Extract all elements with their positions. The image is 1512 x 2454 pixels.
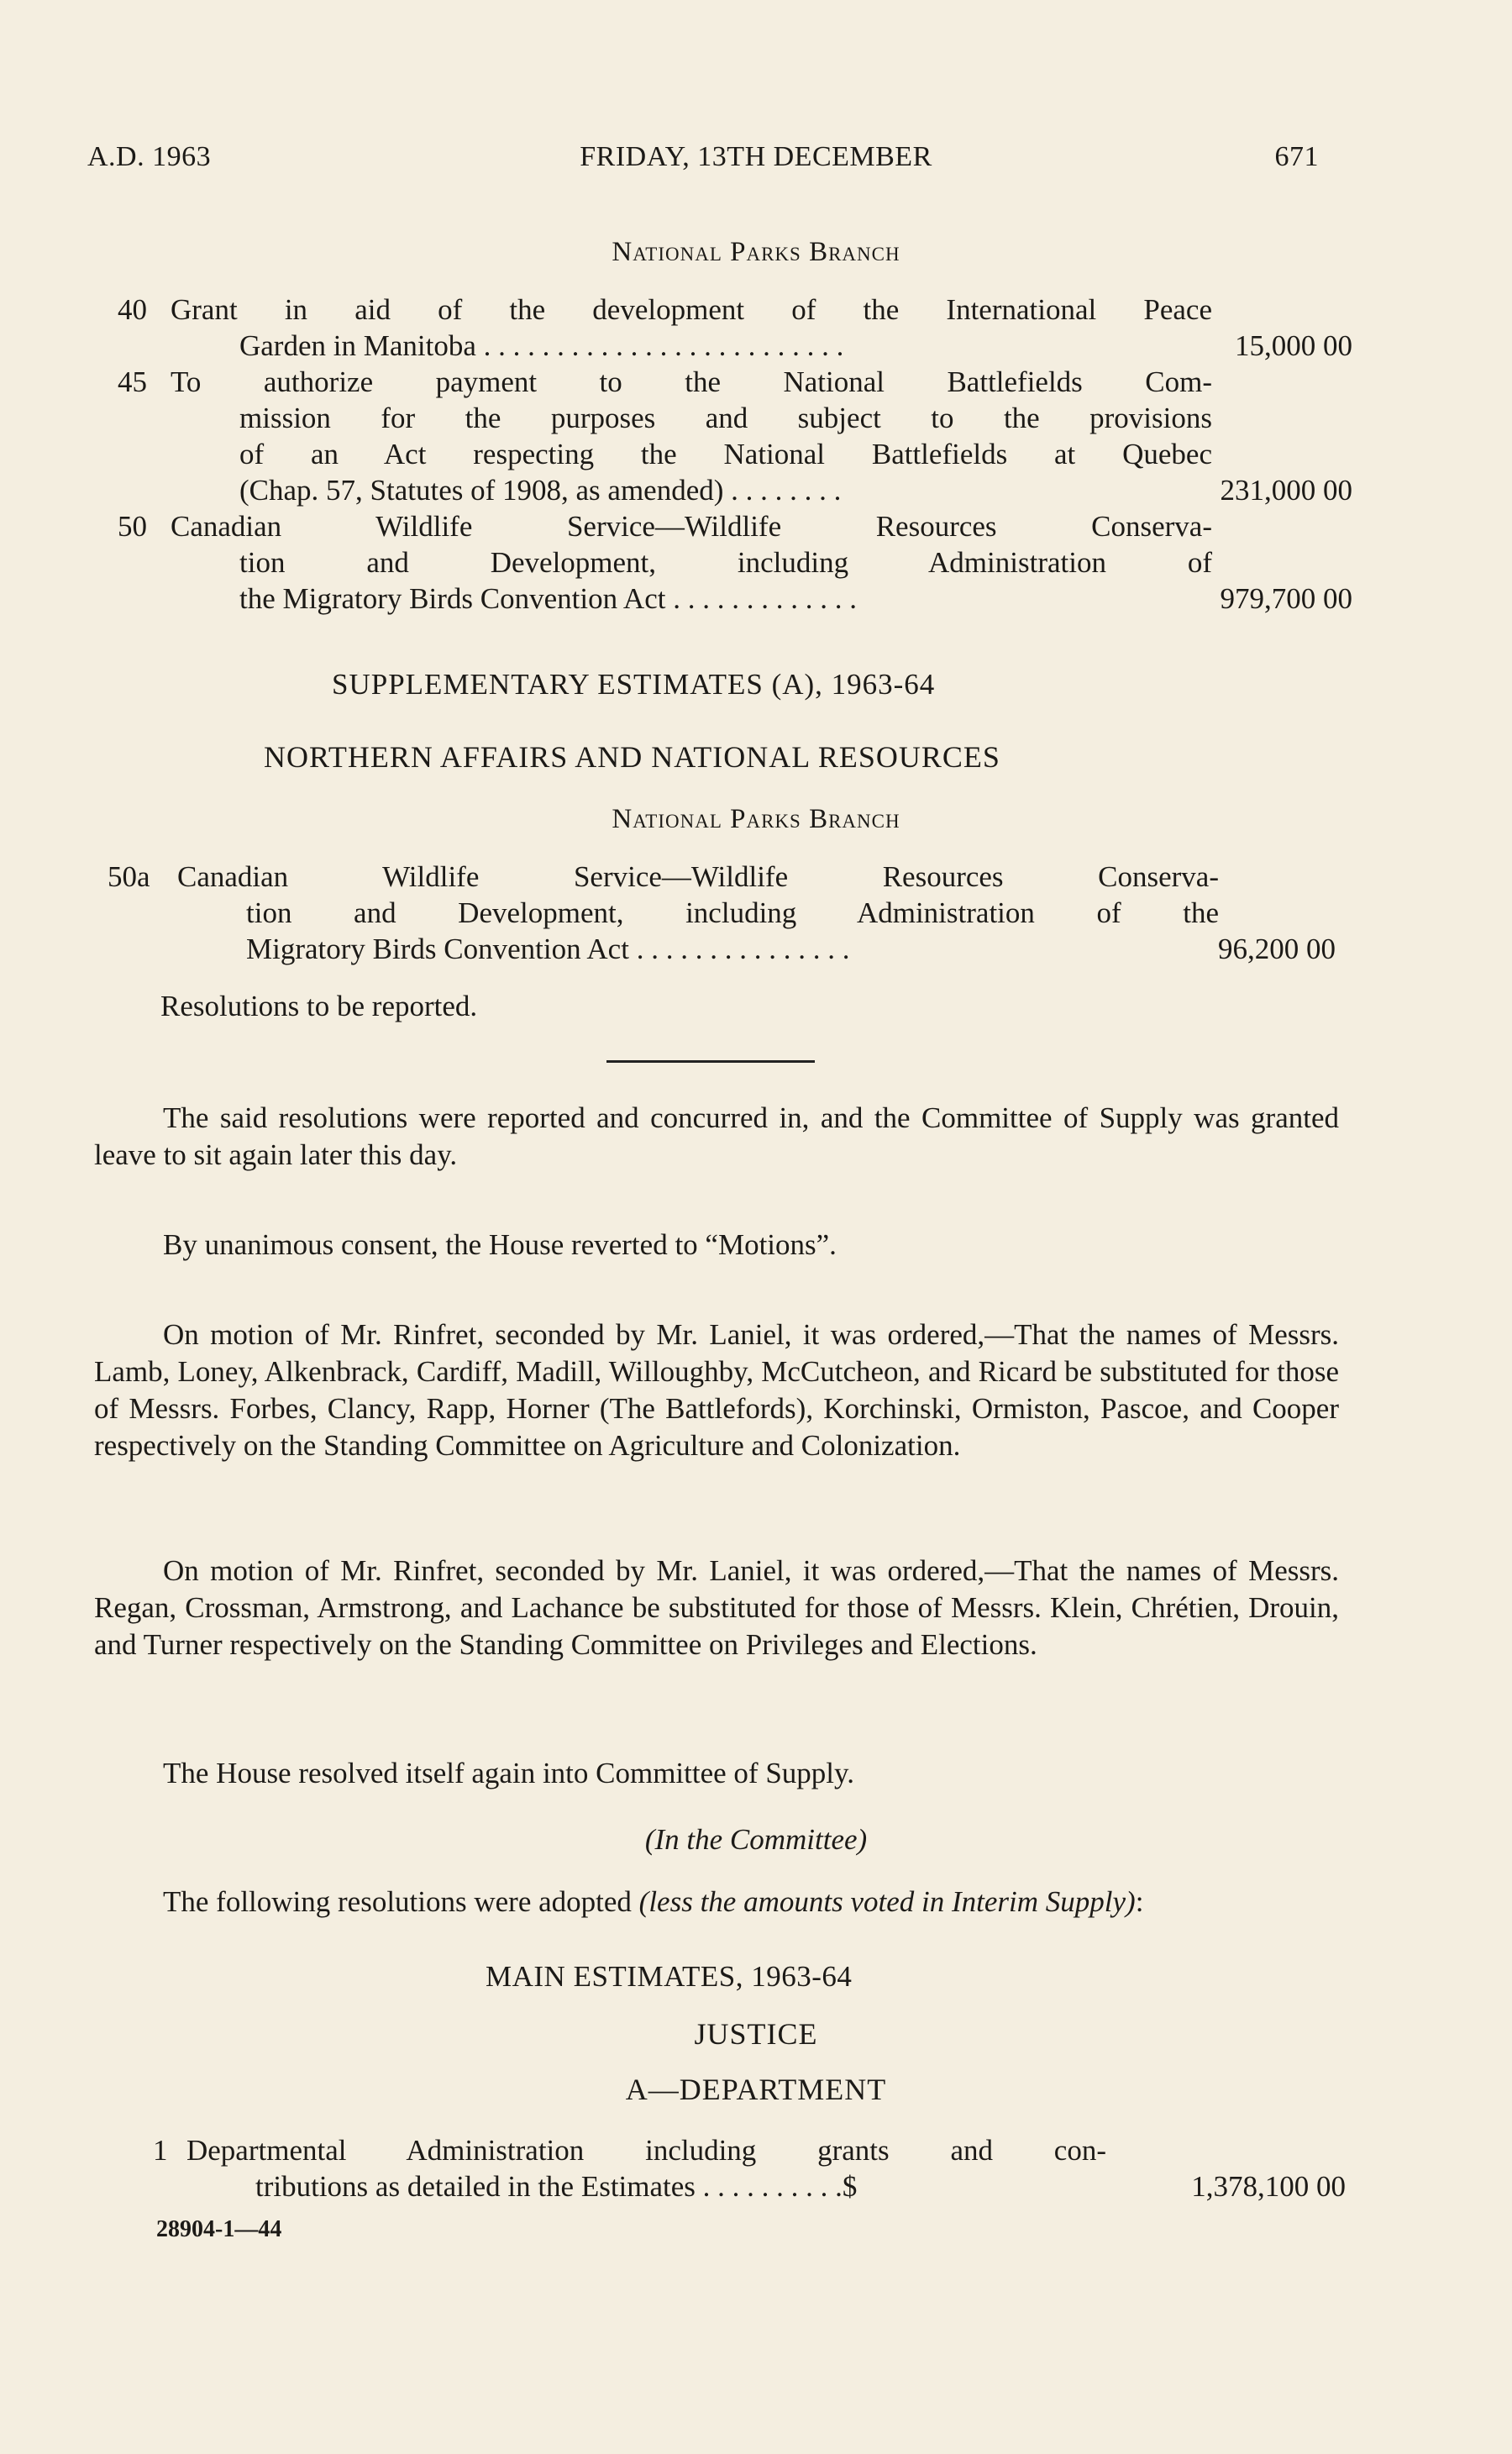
item-number: 45: [118, 365, 147, 398]
item-text: [177, 859, 1219, 967]
item-text: [171, 364, 1212, 508]
item-line: Garden in Manitoba . . . . . . . . . . . . . . . . . . . . . . . . .: [239, 329, 844, 362]
paragraph-resolutions-adopted: [94, 1884, 1339, 1921]
item-line: To authorize payment to the National Battlefields Com-: [171, 365, 1212, 398]
item-amount: 15,000 00: [1235, 329, 1352, 362]
paragraph-text-italic: (less the amounts voted in Interim Supply): [638, 1885, 1136, 1918]
item-line: of an Act respecting the National Battlefields at Quebec: [239, 438, 1212, 470]
item-line: (Chap. 57, Statutes of 1908, as amended) . . . . . . . .: [239, 474, 842, 507]
page-header-title: FRIDAY, 13TH DECEMBER: [580, 141, 932, 172]
item-text: [171, 292, 1212, 364]
item-line: Departmental Administration including grants and con-: [186, 2134, 1106, 2167]
footer-code: 28904-1—44: [156, 2216, 282, 2242]
paragraph-reported: [94, 1100, 1339, 1174]
item-number: 40: [118, 293, 147, 326]
item-line: Migratory Birds Convention Act . . . . . . . . . . . . . . .: [246, 933, 850, 965]
paragraph-motion-agriculture: [94, 1316, 1339, 1464]
supplementary-branch-heading: National Parks Branch: [612, 804, 900, 834]
section-divider: [606, 1060, 815, 1063]
main-subdepartment: A—DEPARTMENT: [625, 2073, 887, 2106]
item-line: Canadian Wildlife Service—Wildlife Resources Conserva-: [171, 510, 1212, 543]
paragraph-motions: [94, 1227, 1339, 1264]
item-line: mission for the purposes and subject to the provisions: [239, 402, 1212, 434]
paragraph-text: The said resolutions were reported and concurred in, and the Committee of Supply was granted leave to sit again later this day.: [94, 1101, 1339, 1171]
section-branch-heading: National Parks Branch: [612, 237, 900, 267]
paragraph-text: On motion of Mr. Rinfret, seconded by Mr. Laniel, it was ordered,—That the names of Messrs. Regan, Crossman, Armstrong, and Lachance be substituted for those of Messrs. Klein, Chrétien, Drouin, and Turner respectively on the Standing Committee on Privileges and Elections.: [94, 1554, 1339, 1661]
supplementary-department: NORTHERN AFFAIRS AND NATIONAL RESOURCES: [264, 740, 1000, 774]
item-line: tion and Development, including Administration of the: [246, 896, 1219, 929]
item-number: 50a: [108, 860, 150, 893]
item-amount: 96,200 00: [1218, 933, 1336, 965]
supplementary-title: SUPPLEMENTARY ESTIMATES (A), 1963-64: [332, 668, 936, 701]
paragraph-text: On motion of Mr. Rinfret, seconded by Mr. Laniel, it was ordered,—That the names of Messrs. Lamb, Loney, Alkenbrack, Cardiff, Madill, Willoughby, McCutcheon, and Ricard be substituted for those of Messrs. Forbes, Clancy, Rapp, Horner (The Battlefords), Korchinski, Ormiston, Pascoe, and Cooper respectively on the Standing Committee on Agriculture and Colonization.: [94, 1318, 1339, 1462]
item-line: tion and Development, including Administration of: [239, 546, 1212, 579]
item-number: 50: [118, 510, 147, 543]
item-line: Canadian Wildlife Service—Wildlife Resources Conserva-: [177, 860, 1219, 893]
main-department: JUSTICE: [694, 2017, 818, 2051]
main-estimates-title: MAIN ESTIMATES, 1963-64: [486, 1960, 853, 1993]
item-number: 1: [153, 2134, 168, 2167]
paragraph-committee-supply: [94, 1755, 1339, 1792]
page-header-date: A.D. 1963: [87, 141, 212, 172]
page-header-page-number: 671: [1274, 141, 1319, 172]
item-amount: 1,378,100 00: [1191, 2170, 1346, 2203]
paragraph-text: [94, 1884, 1339, 1921]
item-text: [171, 508, 1212, 617]
item-amount: 231,000 00: [1220, 474, 1352, 507]
item-line: tributions as detailed in the Estimates . . . . . . . . . .$: [255, 2170, 858, 2203]
paragraph-text: The House resolved itself again into Committee of Supply.: [163, 1757, 854, 1789]
paragraph-motion-privileges: [94, 1553, 1339, 1663]
paragraph-text-end: :: [1135, 1885, 1144, 1918]
paragraph-text-start: The following resolutions were adopted: [163, 1885, 639, 1918]
item-text: [186, 2132, 1106, 2204]
item-line: Grant in aid of the development of the International Peace: [171, 293, 1212, 326]
paragraph-text: By unanimous consent, the House reverted to “Motions”.: [163, 1228, 837, 1261]
item-line: the Migratory Birds Convention Act . . . . . . . . . . . . .: [239, 582, 857, 615]
resolutions-note: Resolutions to be reported.: [160, 990, 478, 1022]
item-amount: 979,700 00: [1220, 582, 1352, 615]
in-committee-note: (In the Committee): [644, 1823, 868, 1856]
